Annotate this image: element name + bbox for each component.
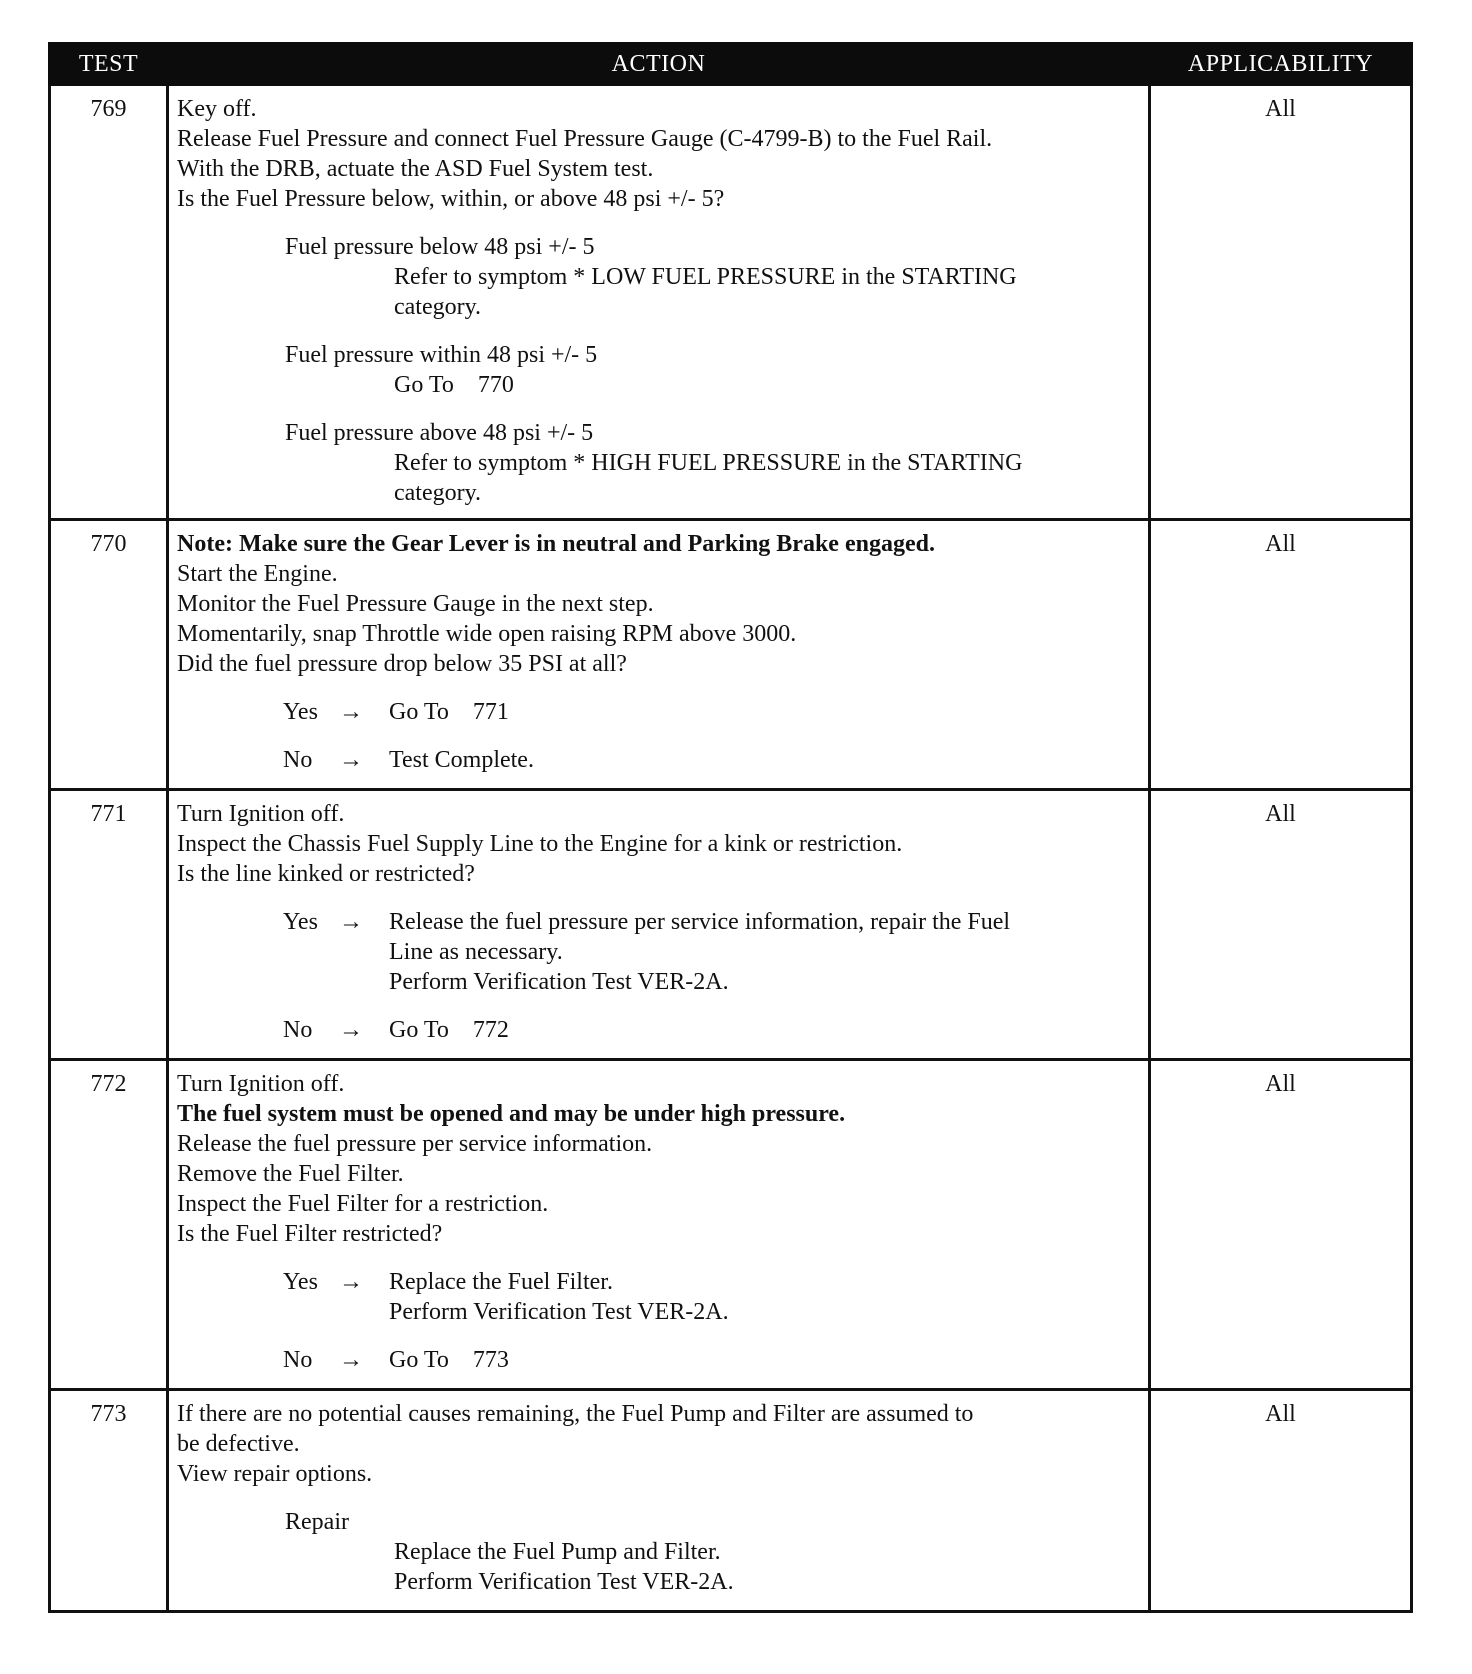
table-row-770 bbox=[50, 520, 1412, 790]
goto-label: Go To bbox=[389, 1347, 449, 1373]
answer-result bbox=[389, 907, 1142, 997]
applicability-value: All bbox=[1150, 1060, 1412, 1390]
answer-no bbox=[283, 1015, 1142, 1045]
outcome-condition: Fuel pressure below 48 psi +/- 5 bbox=[285, 234, 595, 260]
outcome-condition: Fuel pressure above 48 psi +/- 5 bbox=[285, 420, 594, 446]
applicability-value: All bbox=[1150, 790, 1412, 1060]
answer-label: Yes bbox=[283, 699, 318, 725]
result-line: Perform Verification Test VER-2A. bbox=[389, 969, 729, 995]
answer-yes bbox=[283, 697, 1142, 727]
answer-no bbox=[283, 745, 1142, 775]
goto-number: 772 bbox=[472, 1017, 509, 1043]
goto-number: 771 bbox=[472, 699, 509, 725]
warning-text: The fuel system must be opened and may be under high pressure. bbox=[177, 1101, 846, 1127]
answer-label: Yes bbox=[283, 1269, 318, 1295]
outcome-result: category. bbox=[394, 480, 482, 506]
test-number: 773 bbox=[50, 1390, 168, 1612]
outcome-result: category. bbox=[394, 294, 482, 320]
test-number: 770 bbox=[50, 520, 168, 790]
action-line: Start the Engine. bbox=[177, 561, 338, 587]
action-line: View repair options. bbox=[177, 1461, 373, 1487]
action-line: Is the line kinked or restricted? bbox=[177, 861, 475, 887]
header-test: TEST bbox=[50, 44, 168, 85]
action-line: Remove the Fuel Filter. bbox=[177, 1161, 404, 1187]
right-arrow-icon: → bbox=[339, 699, 363, 725]
answer-yes bbox=[283, 1267, 1142, 1327]
action-cell bbox=[168, 790, 1150, 1060]
action-cell bbox=[168, 1060, 1150, 1390]
right-arrow-icon: → bbox=[339, 747, 363, 773]
goto-link[interactable] bbox=[389, 697, 1142, 727]
test-number: 772 bbox=[50, 1060, 168, 1390]
answer-label: No bbox=[283, 1347, 313, 1373]
outcome-result: Refer to symptom * LOW FUEL PRESSURE in the STARTING bbox=[394, 264, 1017, 290]
outcome-condition: Fuel pressure within 48 psi +/- 5 bbox=[285, 342, 598, 368]
note-text: Note: Make sure the Gear Lever is in neutral and Parking Brake engaged. bbox=[177, 531, 935, 557]
action-line: Did the fuel pressure drop below 35 PSI at all? bbox=[177, 651, 627, 677]
answer-label: No bbox=[283, 747, 313, 773]
goto-label: Go To bbox=[389, 699, 449, 725]
goto-number: 770 bbox=[477, 372, 514, 398]
goto-link[interactable] bbox=[389, 1345, 1142, 1375]
result-line: Release the fuel pressure per service information, repair the Fuel bbox=[389, 909, 1011, 935]
applicability-value: All bbox=[1150, 85, 1412, 520]
action-line: If there are no potential causes remaining, the Fuel Pump and Filter are assumed to bbox=[177, 1401, 974, 1427]
action-line: be defective. bbox=[177, 1431, 300, 1457]
goto-link[interactable] bbox=[394, 370, 1142, 400]
action-line: Monitor the Fuel Pressure Gauge in the next step. bbox=[177, 591, 654, 617]
answer-label: No bbox=[283, 1017, 313, 1043]
goto-link[interactable] bbox=[389, 1015, 1142, 1045]
test-number: 771 bbox=[50, 790, 168, 1060]
action-cell bbox=[168, 520, 1150, 790]
right-arrow-icon: → bbox=[339, 1347, 363, 1373]
right-arrow-icon: → bbox=[339, 1017, 363, 1043]
goto-label: Go To bbox=[389, 1017, 449, 1043]
action-cell bbox=[168, 1390, 1150, 1612]
outcome-result: Refer to symptom * HIGH FUEL PRESSURE in the STARTING bbox=[394, 450, 1023, 476]
table-row-769 bbox=[50, 85, 1412, 520]
action-cell bbox=[168, 85, 1150, 520]
diagnostic-test-table bbox=[48, 42, 1413, 1613]
action-line: Release Fuel Pressure and connect Fuel Pressure Gauge (C-4799-B) to the Fuel Rail. bbox=[177, 126, 993, 152]
table-row-771 bbox=[50, 790, 1412, 1060]
header-action: ACTION bbox=[168, 44, 1150, 85]
table-row-773 bbox=[50, 1390, 1412, 1612]
action-line: Release the fuel pressure per service information. bbox=[177, 1131, 653, 1157]
action-line: Inspect the Chassis Fuel Supply Line to the Engine for a kink or restriction. bbox=[177, 831, 903, 857]
repair-line: Perform Verification Test VER-2A. bbox=[394, 1569, 734, 1595]
repair-label: Repair bbox=[285, 1509, 349, 1535]
action-line: Turn Ignition off. bbox=[177, 1071, 345, 1097]
table-row-772 bbox=[50, 1060, 1412, 1390]
action-line: Turn Ignition off. bbox=[177, 801, 345, 827]
repair-block bbox=[285, 1507, 1142, 1597]
right-arrow-icon: → bbox=[339, 1269, 363, 1295]
outcome-below bbox=[285, 232, 1142, 322]
repair-line: Replace the Fuel Pump and Filter. bbox=[394, 1539, 721, 1565]
result-line: Line as necessary. bbox=[389, 939, 563, 965]
result-line: Replace the Fuel Filter. bbox=[389, 1269, 613, 1295]
result-line: Perform Verification Test VER-2A. bbox=[389, 1299, 729, 1325]
header-applicability: APPLICABILITY bbox=[1150, 44, 1412, 85]
diagnostic-test-table-container bbox=[48, 42, 1410, 1613]
test-number: 769 bbox=[50, 85, 168, 520]
action-line: Key off. bbox=[177, 96, 257, 122]
table-header-row bbox=[50, 44, 1412, 85]
applicability-value: All bbox=[1150, 520, 1412, 790]
outcome-within bbox=[285, 340, 1142, 400]
goto-label: Go To bbox=[394, 372, 454, 398]
answer-no bbox=[283, 1345, 1142, 1375]
action-line: Is the Fuel Filter restricted? bbox=[177, 1221, 443, 1247]
action-line: Momentarily, snap Throttle wide open raising RPM above 3000. bbox=[177, 621, 797, 647]
answer-yes bbox=[283, 907, 1142, 997]
right-arrow-icon: → bbox=[339, 909, 363, 935]
answer-label: Yes bbox=[283, 909, 318, 935]
goto-number: 773 bbox=[472, 1347, 509, 1373]
applicability-value: All bbox=[1150, 1390, 1412, 1612]
action-line: With the DRB, actuate the ASD Fuel System test. bbox=[177, 156, 654, 182]
answer-result bbox=[389, 1267, 1142, 1327]
answer-result: Test Complete. bbox=[389, 747, 534, 773]
action-line: Inspect the Fuel Filter for a restriction. bbox=[177, 1191, 549, 1217]
outcome-above bbox=[285, 418, 1142, 508]
action-line: Is the Fuel Pressure below, within, or above 48 psi +/- 5? bbox=[177, 186, 725, 212]
